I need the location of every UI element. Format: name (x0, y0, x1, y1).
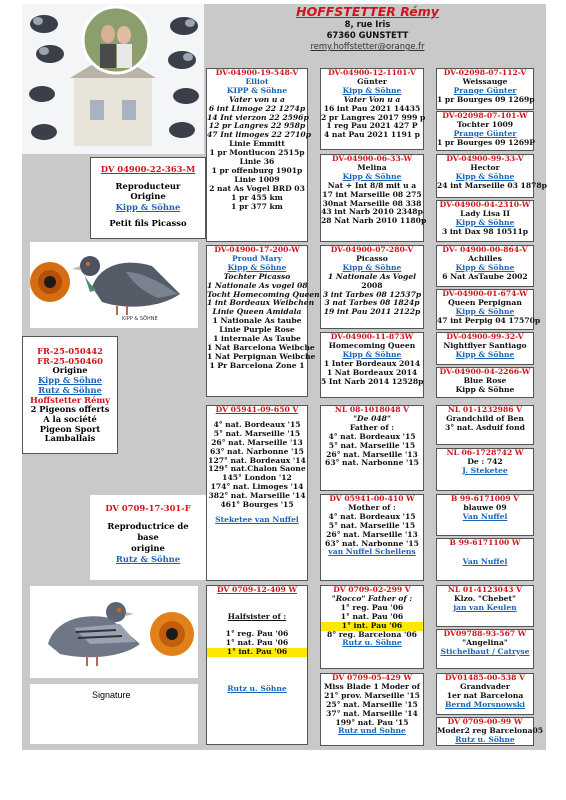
g1-line: KIPP & Söhne (226, 85, 288, 95)
r1-line: DV-02098-07-112-V (443, 68, 527, 77)
g1-line: 6 int Limoge 22 1274p (208, 103, 306, 113)
r15-line: DV01485-00-538 V (444, 673, 526, 682)
m2a-line: 1 Nationale As Vogel (327, 271, 417, 281)
r7-line: Nightflyer Santiago (443, 340, 527, 350)
r7-line: DV-04900-99-32-V (446, 332, 524, 341)
pedigree-box-r13 (436, 585, 534, 627)
r11-line: B 99-6171009 V (450, 494, 520, 503)
pedigree-box-r6 (436, 289, 541, 330)
r8-line: Blue Rose (463, 375, 507, 385)
breeder-name: HOFFSTETTER Rémy (296, 4, 439, 19)
gift-line-4: Lamballais (44, 433, 96, 444)
m2a-line: 3 nat Tarbes 08 1824p (324, 298, 420, 308)
m2a-line: DV-04900-07-280-V (330, 245, 414, 254)
g1-line: Elliot (245, 76, 269, 86)
g3-line: 382° nat. Marseille '14 (208, 491, 306, 501)
dam-ring: DV 0709-17-301-F (105, 503, 191, 513)
m4b-line: Miss Blade 1 Moder of (323, 681, 420, 691)
g3-line: 5° nat. Marseille '15 (213, 428, 301, 438)
sire-description: Petit fils Picasso (109, 218, 187, 229)
g2-line: Tocht Homecoming Queen (207, 289, 320, 299)
m3a-line: NL 08-1018048 V (334, 405, 410, 414)
sire-ring: DV 04900-22-363-M (100, 164, 196, 174)
dam-role-1: Reproductrice de (107, 521, 189, 531)
r9-line: Grandchild of Ben (446, 413, 524, 423)
r13-line: Klzo. "Chebet" (454, 593, 516, 603)
pedigree-box-r11 (436, 494, 534, 536)
pedigree-box-sire-mother (206, 245, 320, 397)
m2b-line: 1 Nat Bordeaux 2014 (326, 367, 418, 377)
g1-line: Linie 1009 (234, 174, 280, 184)
m4a-line[interactable]: Rutz u. Söhne (342, 638, 402, 648)
r9-line: 3° nat. Asduif fond (445, 422, 525, 432)
g2-line: 1 int Bordeaux Weibchen (207, 298, 315, 308)
m3a-line: 26° nat. Marseille '13 (326, 449, 418, 459)
m1a-line: 16 int Pau 2021 14435 (323, 103, 421, 113)
m2a-line: 3 int Tarbes 08 12537p (322, 289, 422, 299)
r16-line: DV 0709-00-99 W (447, 717, 523, 726)
r1-line[interactable]: Prange Günter (453, 85, 517, 95)
m1b-line: 43 int Narb 2010 2348p (321, 207, 423, 217)
g2-line: Linie Purple Rose (219, 325, 295, 335)
r1-line: 1 pr Bourges 09 1269p (437, 94, 535, 104)
pedigree-box-r5 (436, 245, 534, 287)
m2a-line: Picasso (356, 253, 388, 263)
g3-line[interactable]: Steketee van Nuffel (215, 514, 299, 524)
m3b-line: 26° nat. Marseille '13 (326, 529, 418, 539)
pedigree-box-r12 (436, 538, 534, 581)
pedigree-box-sire-father (206, 68, 312, 242)
r15-line: 1er nat Barcelona (446, 690, 524, 700)
sire-pigeon-image (30, 242, 198, 328)
r4-line: DV-04900-04-2310-W (439, 200, 531, 209)
m2b-line: DV-04900-11-873W (330, 332, 414, 341)
m4a-line: "Rocco" Father of : (331, 593, 413, 603)
m3b-line: 63° nat. Narbonne '15 (325, 538, 419, 548)
g4-line: 1° nat. Pau '06 (225, 637, 289, 647)
r6-line: DV-04900-01-674-W (442, 289, 528, 298)
m3b-line: Mother of : (348, 502, 396, 512)
r14-line: DV09788-93-567 W (443, 629, 527, 638)
m3b-line: 5° nat. Marseille '15 (328, 520, 416, 530)
r3-line: Hector (470, 162, 500, 172)
m1b-line: DV-04900-06-33-W (331, 154, 413, 163)
r12-line: B 99-6171100 W (449, 538, 521, 547)
breeder-header (275, 4, 460, 51)
m3a-line: Father of : (349, 422, 395, 432)
m3b-line[interactable]: van Nuffel Schellens (328, 547, 416, 557)
pedigree-box-r9 (436, 405, 534, 445)
g2-line: DV-04900-17-200-W (214, 245, 300, 254)
r1-line: Weissauge (462, 76, 508, 86)
pedigree-box-r15 (436, 673, 534, 715)
g4-line: 1° reg. Pau '06 (225, 628, 289, 638)
g1-line: 12 pr Langres 22 958p (208, 121, 306, 131)
pedigree-box-r7 (436, 332, 534, 365)
m2a-line: 19 int Pau 2011 2122p (323, 307, 421, 317)
pedigree-box-m2-mother (320, 332, 424, 398)
g1-line: 2 nat As Vogel BRD 03 (209, 183, 305, 193)
m1b-line: Nat + Int 8/8 mit u a (327, 180, 417, 190)
r3-line: DV-04900-99-33-V (446, 154, 524, 163)
g1-line: 47 Int limoges 22 2710p (207, 130, 312, 140)
m2b-line: 1 Inter Bordeaux 2014 (323, 358, 421, 368)
gift-info (22, 336, 118, 454)
m4b-line: 21° prov. Marseille '15 (324, 690, 420, 700)
g2-line: Tochter Picasso (223, 271, 291, 281)
dam-pigeon-image (30, 586, 198, 678)
pedigree-box-r3 (436, 154, 547, 198)
r4-line: 3 int Dax 98 10511p (441, 226, 529, 236)
g3-line: 63° nat. Narbonne '15 (210, 446, 304, 456)
m1a-line: 4 nat Pau 2021 1191 p (324, 130, 420, 140)
g3-line: 127° nat. Bordeaux '14 (208, 455, 306, 465)
m4b-line: DV 0709-05-429 W (331, 673, 413, 682)
g3-line: 174° nat. Limoges '14 (210, 482, 304, 492)
m3a-line: 5° nat. Marseille '15 (328, 440, 416, 450)
r16-line[interactable]: Rutz u. Söhne (455, 734, 515, 744)
m2a-line: 2008 (361, 280, 383, 290)
m1b-line[interactable]: Kipp & Söhne (342, 171, 402, 181)
g4-line: 1° int. Pau '06 (207, 648, 307, 657)
photo-collage-art (22, 4, 204, 154)
r6-line: 47 int Perpig 04 17570p (437, 315, 541, 325)
m3b-line: 4° nat. Bordeaux '15 (328, 511, 416, 521)
r11-line: blauwe 09 (463, 502, 507, 512)
r5-line: Achilles (468, 253, 502, 263)
g4-line: Halfsister of : (227, 611, 287, 621)
m3b-line: DV 05941-00-410 W (329, 494, 415, 503)
m4a-line: 1° nat. Pau '06 (340, 611, 404, 621)
m1b-line: Melina (357, 162, 387, 172)
pedigree-box-r1 (436, 68, 534, 110)
g1-line: Vater von u a (229, 94, 285, 104)
gift-origin-link-1[interactable]: Kipp & Söhne (37, 375, 103, 386)
r6-line: Queen Perpignan (448, 297, 522, 307)
m4a-line: 1° reg. Pau '06 (340, 602, 404, 612)
r5-line: 6 Nat AsTaube 2002 (442, 271, 528, 281)
r2-line: 1 pr Bourges 09 1269P (437, 137, 536, 147)
g4-line: DV 0709-12-409 W (216, 585, 298, 594)
pedigree-box-m3-father (320, 405, 424, 491)
r10-line: De : 742 (467, 456, 503, 466)
gift-line-2: A la société (43, 413, 97, 424)
g1-line: 14 Int vierzon 22 2596p (207, 112, 309, 122)
pedigree-box-r16 (436, 717, 544, 746)
r12-line[interactable]: Van Nuffel (462, 556, 508, 566)
pedigree-box-r14 (436, 629, 534, 669)
pedigree-box-dam-mother (206, 585, 308, 745)
m1b-line: 30nat Marseille 08 338 (322, 198, 422, 208)
m1b-line: 17 int Marseille 08 275 (322, 189, 422, 199)
pedigree-box-r2 (436, 111, 534, 151)
gift-origin-link-2[interactable]: Rutz & Söhne (38, 384, 102, 395)
g3-line: 4° nat. Bordeaux '15 (213, 419, 301, 429)
m1b-line: 28 Nat Narb 2010 1180p (321, 216, 427, 226)
g1-line: 1 pr 377 km (231, 201, 283, 211)
r13-line: NL 01-4123043 V (447, 585, 523, 594)
m2a-line[interactable]: Kipp & Söhne (342, 262, 402, 272)
gift-line-3: Pigeon Sport (39, 423, 101, 434)
breeder-email-link[interactable]: remy.hoffstetter@orange.fr (310, 41, 425, 51)
m4b-line: 37° nat. Marseille '14 (326, 708, 418, 718)
dam-photo (30, 586, 198, 678)
g2-line: 1 Pr Barcelona Zone 1 (209, 360, 305, 370)
pedigree-box-m4-mother (320, 673, 424, 746)
signature-label: Signature (92, 690, 131, 700)
g1-line: 1 pr Montlucon 2515p (209, 148, 305, 158)
g3-line: 26° nat. Marseille '13 (211, 437, 303, 447)
g1-line: Linie 36 (239, 157, 275, 167)
r14-line: "Angelina" (462, 637, 508, 647)
m4a-line: 8° reg. Barcelona '06 (327, 629, 417, 639)
m1a-line: 1 reg Pau 2021 427 P (326, 121, 418, 131)
gift-ring-2: FR-25-050460 (37, 355, 103, 366)
sire-origin-link[interactable]: Kipp & Söhne (115, 201, 181, 212)
m3a-line: 4° nat. Bordeaux '15 (328, 431, 416, 441)
g4-line[interactable]: Rutz u. Söhne (227, 683, 287, 693)
r4-line[interactable]: Kipp & Söhne (455, 217, 515, 227)
r14-line[interactable]: Stichelbaut / Catryse (440, 646, 530, 656)
g3-line: DV 05941-09-650 V (215, 405, 299, 414)
sire-origin-label: Origine (130, 191, 166, 202)
gift-breeder: Hoffstetter Rémy (30, 394, 110, 405)
g2-line: 1 internale As Taube (213, 334, 301, 344)
m4a-line: DV 0709-02-299 V (333, 585, 411, 594)
gift-ring-1: FR-25-050442 (37, 346, 103, 356)
m4b-line: 199° nat. Pau '15 (335, 717, 409, 727)
r8-line: Kipp & Söhne (455, 384, 515, 394)
m1a-line: 2 pr Langres 2017 999 p (321, 112, 426, 122)
pedigree-box-r8 (436, 367, 534, 398)
r5-line: DV- 04900-00-864-V (442, 245, 528, 254)
r8-line: DV-04900-04-2266-W (439, 367, 531, 376)
r2-line[interactable]: Prange Günter (453, 128, 517, 138)
m2b-line[interactable]: Kipp & Söhne (342, 349, 402, 359)
g3-line: 145° London '12 (222, 473, 292, 483)
g2-line[interactable]: Kipp & Söhne (227, 262, 287, 272)
pedigree-box-m4-father (320, 585, 424, 669)
dam-origin-link[interactable]: Rutz & Söhne (115, 554, 181, 564)
m3a-line: 63° nat. Narbonne '15 (325, 458, 419, 468)
pedigree-box-r10 (436, 448, 534, 491)
sire-photo-caption: KIPP & SÖHNE (122, 316, 158, 322)
r2-line: DV-02098-07-101-W (442, 111, 528, 120)
r15-line: Grandvader (460, 681, 510, 691)
breeder-street: 8, rue Iris (344, 19, 391, 29)
g2-line: 1 Nat Barcelona Weibche (207, 342, 315, 352)
sire-photo (30, 242, 198, 328)
sire-role: Reproducteur (115, 180, 181, 191)
r10-line[interactable]: J. Steketee (462, 465, 508, 475)
r11-line[interactable]: Van Nuffel (462, 511, 508, 521)
m4b-line: 25° nat. Marseille '15 (326, 699, 418, 709)
pedigree-box-m2-father (320, 245, 424, 329)
g2-line: 1 Nationale As vogel 08 (207, 280, 308, 290)
dam-info (90, 495, 206, 580)
r15-line[interactable]: Bernd Morsnowski (444, 699, 526, 709)
g1-line: 1 pr 455 km (231, 192, 283, 202)
pedigree-box-m3-mother (320, 494, 424, 581)
dam-role-2: base (137, 532, 159, 542)
pedigree-box-m1-mother (320, 154, 427, 242)
r9-line: NL 01-1232986 V (447, 405, 523, 414)
pedigree-box-m1-father (320, 68, 424, 150)
r7-line[interactable]: Kipp & Söhne (455, 349, 515, 359)
r3-line[interactable]: Kipp & Söhne (455, 171, 515, 181)
g2-line: 1 Nat Perpignan Weibche (207, 351, 316, 361)
pedigree-box-r4 (436, 200, 534, 242)
r5-line[interactable]: Kipp & Söhne (455, 262, 515, 272)
r10-line: NL 06-1728742 W (446, 448, 524, 457)
m2b-line: Homecoming Queen (328, 340, 416, 350)
r16-line: Moder2 reg Barcelona05 (437, 725, 544, 735)
m1a-line: DV-04900-12-1101-V (328, 68, 416, 77)
r2-line: Tochter 1009 (456, 119, 514, 129)
g1-line: Linie Emmitt (229, 139, 285, 149)
dam-origin-label: origine (131, 543, 165, 553)
r4-line: Lady Lisa II (460, 208, 510, 218)
g2-line: 1 Nationale As taube (212, 316, 302, 326)
r3-line: 24 int Marseille 03 1878p (437, 180, 547, 190)
r6-line[interactable]: Kipp & Söhne (455, 306, 515, 316)
m2b-line: 5 Int Narb 2014 12528p (321, 376, 424, 386)
sire-info (90, 157, 206, 239)
gift-line-1: 2 Pigeons offerts (30, 404, 110, 415)
g2-line: Linie Queen Amidala (212, 307, 302, 317)
g3-line: 461° Bourges '15 (220, 500, 294, 510)
pedigree-box-dam-father (206, 405, 308, 581)
g2-line: Proud Mary (232, 253, 282, 263)
g3-line: 129° nat.Chalon Saone (208, 464, 306, 474)
gift-origin-label: Origine (52, 365, 88, 376)
g1-line: DV-04900-19-548-V (215, 68, 299, 77)
signature-area (30, 684, 198, 744)
m4a-line: 1° int. Pau '06 (321, 622, 423, 631)
g1-line: 1 pr offenburg 1901p (211, 165, 303, 175)
breeder-city: 67360 GUNSTETT (326, 30, 409, 40)
m1a-line: Vater Von u a (343, 94, 401, 104)
m1a-line: Günter (357, 76, 387, 86)
r13-line[interactable]: jan van Keulen (453, 602, 517, 612)
photo-collage (22, 4, 204, 154)
m4b-line[interactable]: Rutz und Sohne (338, 726, 406, 736)
m3a-line: "De 048" (353, 413, 391, 423)
m1a-line[interactable]: Kipp & Söhne (342, 85, 402, 95)
